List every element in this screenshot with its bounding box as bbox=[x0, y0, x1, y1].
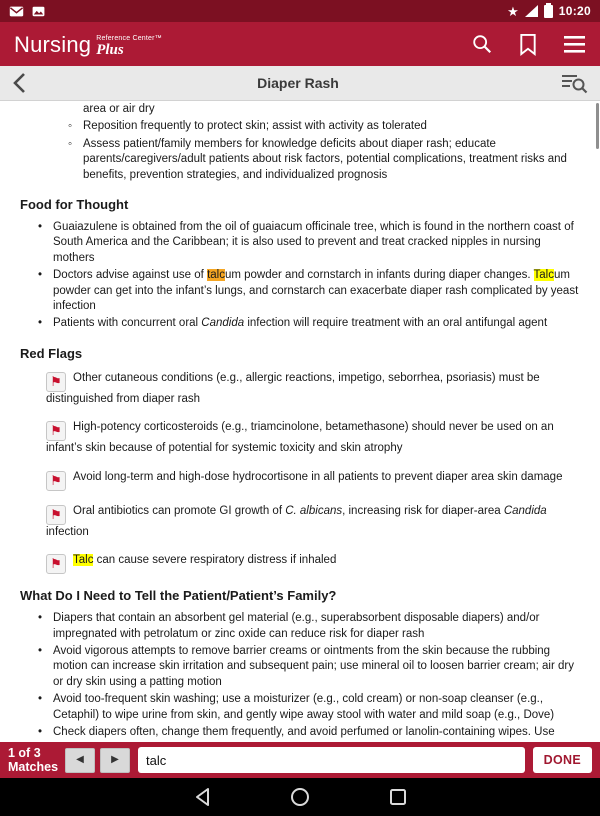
article-bullet-item bbox=[38, 220, 585, 266]
bookmark-icon[interactable] bbox=[516, 32, 540, 56]
status-bar bbox=[0, 0, 600, 22]
bullet-marker: • bbox=[38, 221, 43, 234]
red-flag-icon: ⚑ bbox=[46, 505, 66, 525]
red-flag-item bbox=[46, 371, 585, 407]
bullet-item-text bbox=[53, 692, 585, 723]
article-bullet-item bbox=[38, 316, 585, 331]
search-icon[interactable] bbox=[470, 32, 494, 56]
article-bullet-item bbox=[38, 611, 585, 642]
scrollbar-thumb[interactable] bbox=[596, 103, 599, 149]
red-flag-text bbox=[46, 505, 547, 538]
article-bullet-item bbox=[38, 725, 585, 740]
section-heading: Red Flags bbox=[20, 345, 83, 361]
article-title-bar bbox=[0, 66, 600, 101]
app-header bbox=[0, 22, 600, 66]
status-indicators bbox=[507, 4, 591, 18]
bullet-marker: • bbox=[38, 612, 43, 625]
red-flag-text bbox=[73, 554, 336, 566]
logo-plus-text: Plus bbox=[96, 41, 124, 58]
article-bullet-item bbox=[68, 137, 585, 183]
red-flag-item bbox=[46, 470, 585, 491]
logo-reference-center-text: Reference Center™ bbox=[96, 34, 162, 42]
text-segment: Avoid vigorous attempts to remove barrier creams or ointments from the skin because the rubbing motion can increase skin irritation and subsequent pain; use mineral oil to loosen barrier cream; air dry or dry skin using a patting motion bbox=[53, 644, 574, 688]
red-flag-icon: ⚑ bbox=[46, 471, 66, 491]
bullet-marker bbox=[68, 102, 83, 117]
bullet-item-text bbox=[53, 220, 585, 266]
text-segment: Guaiazulene is obtained from the oil of guaiacum officinale tree, which is found in the northern coast of South America and the Caribbean; it is also used to prevent and treat cracked nipples in nursing mothers bbox=[53, 221, 574, 264]
red-flag-text bbox=[46, 372, 540, 405]
bullet-item-text bbox=[53, 725, 585, 740]
bullet-marker: ◦ bbox=[68, 120, 73, 133]
text-segment: Avoid long-term and high-dose hydrocortisone in all patients to prevent diaper area skin damage bbox=[73, 470, 563, 483]
clock: 10:20 bbox=[558, 4, 591, 18]
bullet-item-text bbox=[83, 119, 585, 134]
bullet-item-text bbox=[83, 102, 585, 117]
android-recents-icon[interactable] bbox=[385, 784, 411, 810]
red-flag-item bbox=[46, 504, 585, 540]
text-segment: Doctors advise against use of bbox=[53, 269, 208, 282]
bullet-marker: • bbox=[38, 693, 43, 706]
red-flag-text bbox=[46, 421, 554, 454]
done-button[interactable]: DONE bbox=[533, 747, 592, 773]
screenshot-notification-icon bbox=[32, 6, 45, 17]
text-segment: Check diapers often, change them frequently, and avoid perfumed or lanolin-containing wipes. Use bbox=[53, 725, 555, 738]
previous-match-button[interactable] bbox=[65, 748, 95, 773]
find-in-text-icon[interactable] bbox=[558, 70, 588, 96]
previous-arrow-icon: ◀ bbox=[76, 754, 84, 766]
star-status-icon: ★ bbox=[507, 3, 519, 19]
bullet-item-text bbox=[53, 611, 585, 642]
bullet-marker: • bbox=[38, 317, 43, 330]
text-segment: , increasing risk for diaper-area bbox=[342, 504, 504, 517]
bullet-marker: • bbox=[38, 644, 43, 657]
bullet-marker: • bbox=[38, 269, 43, 282]
article-bullet-item bbox=[38, 268, 585, 314]
back-icon[interactable] bbox=[12, 70, 38, 96]
android-nav-bar bbox=[0, 778, 600, 816]
red-flag-icon: ⚑ bbox=[46, 554, 66, 574]
match-counter bbox=[8, 746, 60, 775]
bullet-item-text bbox=[83, 137, 585, 183]
notification-icons bbox=[9, 6, 45, 17]
menu-icon[interactable] bbox=[562, 32, 586, 56]
bullet-marker: ◦ bbox=[68, 137, 73, 150]
match-word-text: Matches bbox=[8, 760, 59, 775]
text-segment: Oral antibiotics can promote GI growth of bbox=[73, 504, 286, 517]
text-segment: infection will require treatment with an oral antifungal agent bbox=[244, 317, 548, 330]
bullet-marker: • bbox=[38, 725, 43, 738]
text-segment: Patients with concurrent oral bbox=[53, 317, 202, 330]
text-segment: infection bbox=[46, 525, 89, 538]
red-flag-item bbox=[46, 420, 585, 456]
text-segment: Reposition frequently to protect skin; assist with activity as tolerated bbox=[83, 120, 427, 133]
text-segment: Avoid too-frequent skin washing; use a moisturizer (e.g., cold cream) or non-soap cleanser (e.g., Cetaphil) to wipe urine from skin, and gently wipe away stool with water and mild soap (e.g., Dove) bbox=[53, 693, 555, 721]
next-match-button[interactable] bbox=[100, 748, 130, 773]
section-heading: What Do I Need to Tell the Patient/Patient’s Family? bbox=[20, 588, 337, 604]
android-back-icon[interactable] bbox=[189, 784, 215, 810]
article-bullet-item bbox=[68, 102, 585, 117]
text-segment: Assess patient/family members for knowledge deficits about diaper rash; educate parents/caregivers/adult patients about risk factors, potential complications, treatment risks and benefits, prevention strategies, and individualized prognosis bbox=[83, 137, 567, 181]
find-bar bbox=[0, 742, 600, 778]
text-segment: um powder can get into the infant’s lungs, and cornstarch can exacerbate diaper rash complicated by yeast infection bbox=[53, 269, 579, 313]
header-actions bbox=[470, 32, 586, 56]
bullet-item-text bbox=[53, 644, 585, 690]
article-bullet-item bbox=[38, 644, 585, 690]
signal-icon bbox=[525, 5, 538, 17]
bullet-item-text bbox=[53, 268, 585, 314]
highlighted-text: talc bbox=[207, 269, 225, 282]
section-heading: Food for Thought bbox=[20, 197, 129, 213]
next-arrow-icon: ▶ bbox=[111, 754, 119, 766]
message-notification-icon bbox=[9, 6, 24, 17]
text-segment: um powder and cornstarch in infants during diaper changes. bbox=[224, 269, 534, 282]
logo-nursing-text: Nursing bbox=[14, 31, 92, 57]
text-segment: Diapers that contain an absorbent gel material (e.g., superabsorbent disposable diapers) and/or impregnated with petrolatum or zinc oxide can reduce risk for diaper rash bbox=[53, 612, 540, 640]
red-flag-item bbox=[46, 553, 585, 574]
highlighted-text: Talc bbox=[533, 269, 554, 282]
find-input[interactable] bbox=[138, 747, 525, 773]
article-content[interactable] bbox=[0, 101, 600, 742]
text-segment: area or air dry bbox=[83, 103, 155, 115]
match-count-text: 1 of 3 bbox=[8, 745, 41, 760]
article-bullet-item bbox=[68, 119, 585, 134]
bullet-item-text bbox=[53, 316, 585, 331]
text-segment: can cause severe respiratory distress if inhaled bbox=[93, 554, 337, 567]
highlighted-text: C. albicans bbox=[285, 504, 343, 517]
red-flag-icon: ⚑ bbox=[46, 372, 66, 392]
red-flag-text bbox=[73, 471, 562, 483]
page-title: Diaper Rash bbox=[257, 75, 339, 91]
text-segment: High-potency corticosteroids (e.g., triamcinolone, betamethasone) should never be used on an infant’s skin because of potential for systemic toxicity and skin atrophy bbox=[46, 421, 554, 455]
text-segment: Other cutaneous conditions (e.g., allergic reactions, impetigo, seborrhea, psoriasis) must be distinguished from diaper rash bbox=[46, 371, 540, 405]
android-home-icon[interactable] bbox=[287, 784, 313, 810]
highlighted-text: Candida bbox=[201, 317, 245, 330]
battery-icon bbox=[544, 5, 553, 18]
article-bullet-item bbox=[38, 692, 585, 723]
red-flag-icon: ⚑ bbox=[46, 421, 66, 441]
highlighted-text: Candida bbox=[503, 504, 547, 517]
highlighted-text: Talc bbox=[73, 554, 94, 567]
app-logo bbox=[14, 31, 162, 58]
